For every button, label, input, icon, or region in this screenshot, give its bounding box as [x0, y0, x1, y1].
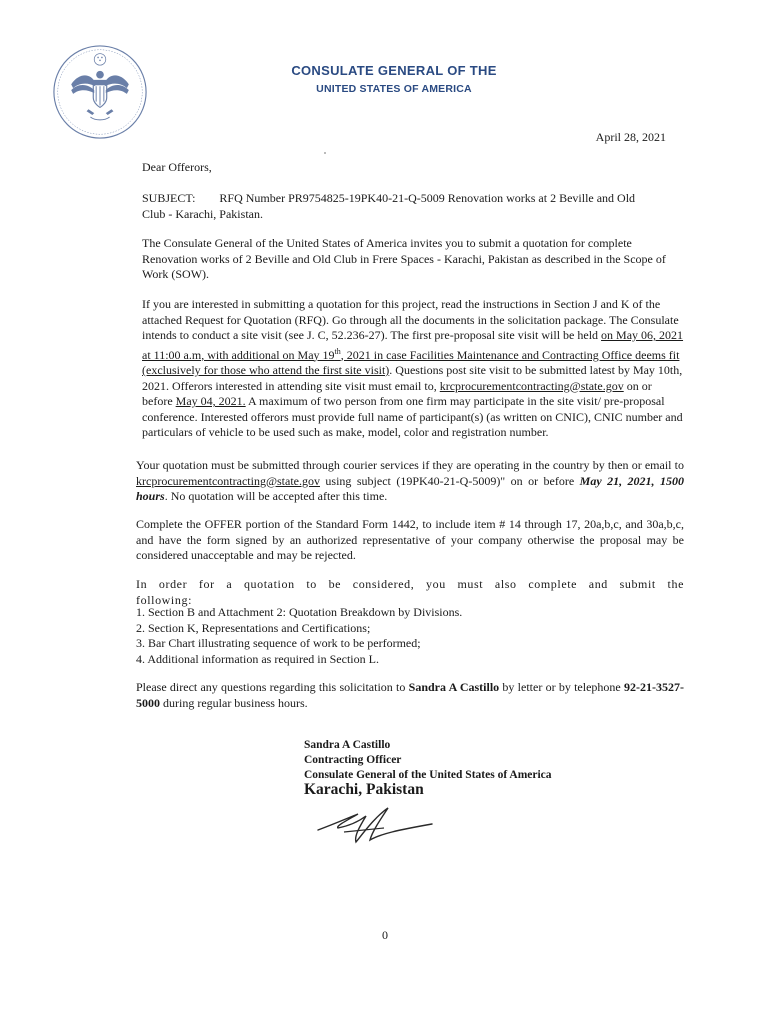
- paragraph-instructions: If you are interested in submitting a quotation for this project, read the instructions in Section J and K of the attached Request for Quotation (RFQ). Go through all the documents in the solicitation package. The Consulate intends to conduct a site visit (see J. C, 52.236-27). The first pre-proposal site visit will be held on May 06, 2021 at 11:00 a.m, with additional on May 19th, 2021 in case Facilities Maintenance and Contracting Office deems fit (exclusively for those who attend the first site visit). Questions post site visit to be submitted latest by May 10th, 2021. Offerors interested in attending site visit must email to, krcprocurementcontracting@state.gov on or before May 04, 2021. A maximum of two person from one firm may participate in the site visit/ pre-proposal conference. Interested offerors must provide full name of participant(s) (as written on CNIC), CNIC number and particulars of vehicle to be used such as make, model, color and registration number.: [142, 297, 684, 439]
- signatory-city: Karachi, Pakistan: [304, 781, 424, 798]
- salutation: Dear Offerors,: [142, 160, 212, 174]
- paragraph-requirements-intro: In order for a quotation to be considered, you must also complete and submit the following:: [136, 577, 684, 607]
- signatory-title: Contracting Officer: [304, 754, 402, 766]
- subject-label: SUBJECT:: [142, 191, 196, 205]
- header-title: CONSULATE GENERAL OF THE: [291, 63, 497, 78]
- paragraph-submission: Your quotation must be submitted through courier services if they are operating in the country by then or email to krcprocurementcontracting@state.gov using subject (19PK40-21-Q-5009)" on or before May 21, 2021, 1500 hours. No quotation will be accepted after this time.: [136, 458, 684, 503]
- list-item: 2. Section K, Representations and Certifications;: [136, 620, 371, 635]
- list-item: 1. Section B and Attachment 2: Quotation Breakdown by Divisions.: [136, 605, 463, 619]
- handwritten-signature-icon: [314, 804, 436, 848]
- contact-phone: 92-21-3527-5000: [136, 680, 684, 710]
- subject-text-line1: RFQ Number PR9754825-19PK40-21-Q-5009 Renovation works at 2 Beville and Old: [219, 191, 636, 205]
- subject-block: [142, 191, 684, 222]
- list-item: 4. Additional information as required in Section L.: [136, 651, 379, 666]
- signatory-name: Sandra A Castillo: [304, 739, 391, 751]
- header-subtitle: UNITED STATES OF AMERICA: [316, 83, 472, 95]
- email-link[interactable]: krcprocurementcontracting@state.gov: [439, 378, 624, 393]
- site-visit-date-underlined: on May 06, 2021 at 11:00 a.m, with additional on May 19th, 2021 in case Facilities Maintenance and Contracting Office deems fit (exclusively for those who attend the first site visit): [142, 328, 684, 377]
- page-number: 0: [382, 928, 388, 942]
- contact-name: Sandra A Castillo: [408, 680, 500, 694]
- scan-speck: [324, 152, 326, 154]
- requirements-list: [136, 605, 684, 667]
- submission-deadline: May 21, 2021, 1500 hours: [136, 473, 684, 503]
- registration-deadline: May 04, 2021.: [175, 394, 246, 408]
- consulate-seal-icon: [52, 44, 148, 140]
- letter-date: April 28, 2021: [595, 130, 666, 144]
- signatory-org: Consulate General of the United States of America: [304, 769, 552, 781]
- paragraph-contact: Please direct any questions regarding this solicitation to Sandra A Castillo by letter or by telephone 92-21-3527-5000 during regular business hours.: [136, 680, 684, 710]
- list-item: 3. Bar Chart illustrating sequence of work to be performed;: [136, 636, 421, 650]
- paragraph-invitation: The Consulate General of the United States of America invites you to submit a quotation for complete Renovation works of 2 Beville and Old Club in Frere Spaces - Karachi, Pakistan as described in the Scope of Work (SOW).: [142, 236, 666, 281]
- email-link[interactable]: krcprocurementcontracting@state.gov: [136, 473, 320, 488]
- paragraph-offer-form: Complete the OFFER portion of the Standard Form 1442, to include item # 14 through 17, 20a,b,c, and 30a,b,c, and have the form signed by an authorized representative of your company otherwise the proposal may be considered unacceptable and may be rejected.: [136, 517, 684, 562]
- subject-text-line2: Club - Karachi, Pakistan.: [142, 206, 263, 221]
